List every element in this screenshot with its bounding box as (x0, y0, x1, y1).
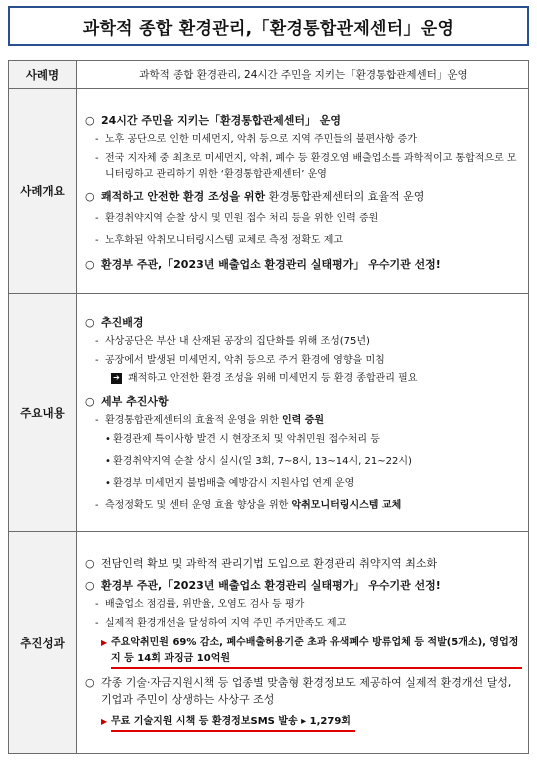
main-item-2-detail-3: • 환경부 미세먼지 불법배출 예방감시 지원사업 연계 운영 (85, 476, 522, 492)
overview-item-1: ○ 24시간 주민을 지키는「환경통합관제센터」 운영 (85, 113, 342, 127)
triangle-right-icon: ▶ (101, 638, 108, 647)
results-item-2-highlight: ▶ 주요악취민원 69% 감소, 폐수배출허용기준 초과 유색폐수 방류업체 등 적발(5개소), 영업정지 등 14회 과징금 10억원 (85, 635, 522, 669)
results-item-2: ○ 환경부 주관,「2023년 배출업소 환경관리 실태평가」 우수기관 선정! (85, 579, 441, 592)
results-item-3: ○ 각종 기술·자금지원시책 등 업종별 맞춤형 환경정보도 제공하여 실제적 환경개선 달성, 기업과 주민이 상생하는 사상구 조성 (85, 676, 512, 706)
document-title: 과학적 종합 환경관리,「환경통합관제센터」운영 (8, 6, 529, 46)
case-table (8, 60, 529, 754)
circle-bullet-icon: ○ (85, 579, 95, 592)
dash-bullet-icon: - (95, 414, 99, 426)
dot-bullet-icon: • (105, 455, 111, 467)
main-item-2: ○ 세부 추진사항 (85, 394, 169, 408)
dash-bullet-icon: - (95, 234, 99, 246)
label-overview: 사례개요 (9, 89, 77, 294)
dot-bullet-icon: • (105, 477, 111, 489)
row-overview (9, 89, 529, 294)
results-item-1: ○ 전담인력 확보 및 과학적 관리기법 도입으로 환경관리 취약지역 최소화 (85, 557, 438, 570)
circle-bullet-icon: ○ (85, 113, 95, 127)
label-results: 추진성과 (9, 532, 77, 754)
overview-item-2-sub-2: - 노후화된 악취모니터링시스템 교체로 측정 정확도 제고 (85, 233, 522, 249)
overview-item-2: ○ 쾌적하고 안전한 환경 조성을 위한 환경통합관제센터의 효율적 운영 (85, 189, 425, 203)
circle-bullet-icon: ○ (85, 315, 95, 329)
dash-bullet-icon: - (95, 499, 99, 511)
main-item-2-sub-2: - 측정정확도 및 센터 운영 효율 향상을 위한 악취모니터링시스템 교체 (85, 498, 522, 514)
label-main: 주요내용 (9, 294, 77, 532)
circle-bullet-icon: ○ (85, 557, 95, 570)
main-item-1-conclusion: ➔ 쾌적하고 안전한 환경 조성을 위해 미세먼지 등 환경 종합관리 필요 (85, 371, 522, 387)
main-item-2-sub-1: - 환경통합관제센터의 효율적 운영을 위한 인력 증원 (85, 413, 522, 429)
row-results (9, 532, 529, 754)
results-item-2-sub-1: - 배출업소 점검률, 위반율, 오염도 검사 등 평가 (85, 597, 522, 613)
circle-bullet-icon: ○ (85, 189, 95, 203)
main-item-1-sub-2: - 공장에서 발생된 미세먼지, 악취 등으로 주거 환경에 영향을 미침 (85, 353, 522, 369)
results-item-2-sub-2: - 실제적 환경개선을 달성하여 지역 주민 주거만족도 제고 (85, 616, 522, 632)
main-content (77, 294, 529, 532)
overview-item-2-sub-1: - 환경취약지역 순찰 상시 및 민원 접수 처리 등을 위한 인력 증원 (85, 211, 522, 227)
circle-bullet-icon: ○ (85, 394, 95, 408)
dash-bullet-icon: - (95, 599, 99, 610)
circle-bullet-icon: ○ (85, 676, 95, 689)
main-item-1: ○ 추진배경 (85, 315, 144, 329)
dash-bullet-icon: - (95, 618, 99, 629)
main-item-2-detail-2: • 환경취약지역 순찰 상시 실시(일 3회, 7~8시, 13~14시, 21~22시) (85, 454, 522, 470)
dash-bullet-icon: - (95, 133, 99, 145)
label-case-name: 사례명 (9, 61, 77, 89)
row-case-name (9, 61, 529, 89)
dash-bullet-icon: - (95, 152, 99, 164)
arrow-right-icon: ➔ (111, 373, 122, 384)
results-content (77, 532, 529, 754)
case-name-text: 과학적 종합 환경관리, 24시간 주민을 지키는「환경통합관제센터」운영 (77, 61, 529, 89)
main-item-2-detail-1: • 환경관제 특이사항 발견 시 현장조치 및 악취민원 접수처리 등 (85, 432, 522, 448)
triangle-right-icon: ▶ (101, 717, 108, 726)
row-main (9, 294, 529, 532)
main-item-1-sub-1: - 사상공단은 부산 내 산재된 공장의 집단화를 위해 조성(75년) (85, 334, 522, 350)
results-item-3-highlight: ▶ 무료 기술지원 시책 등 환경정보SMS 발송 ▸ 1,279회 (85, 714, 522, 732)
overview-item-1-sub-2: - 전국 지자체 중 최초로 미세먼지, 악취, 폐수 등 환경오염 배출업소를 과학적이고 통합적으로 모니터링하고 관리하기 위한 ‘환경통합관제센터’ 운영 (85, 151, 522, 183)
dash-bullet-icon: - (95, 354, 99, 366)
dash-bullet-icon: - (95, 212, 99, 224)
dot-bullet-icon: • (105, 433, 111, 445)
overview-item-3: ○ 환경부 주관,「2023년 배출업소 환경관리 실태평가」 우수기관 선정! (85, 257, 441, 271)
overview-content (77, 89, 529, 294)
circle-bullet-icon: ○ (85, 257, 95, 271)
overview-item-1-sub-1: - 노후 공단으로 인한 미세먼지, 악취 등으로 지역 주민들의 불편사항 증가 (85, 132, 522, 148)
dash-bullet-icon: - (95, 335, 99, 347)
